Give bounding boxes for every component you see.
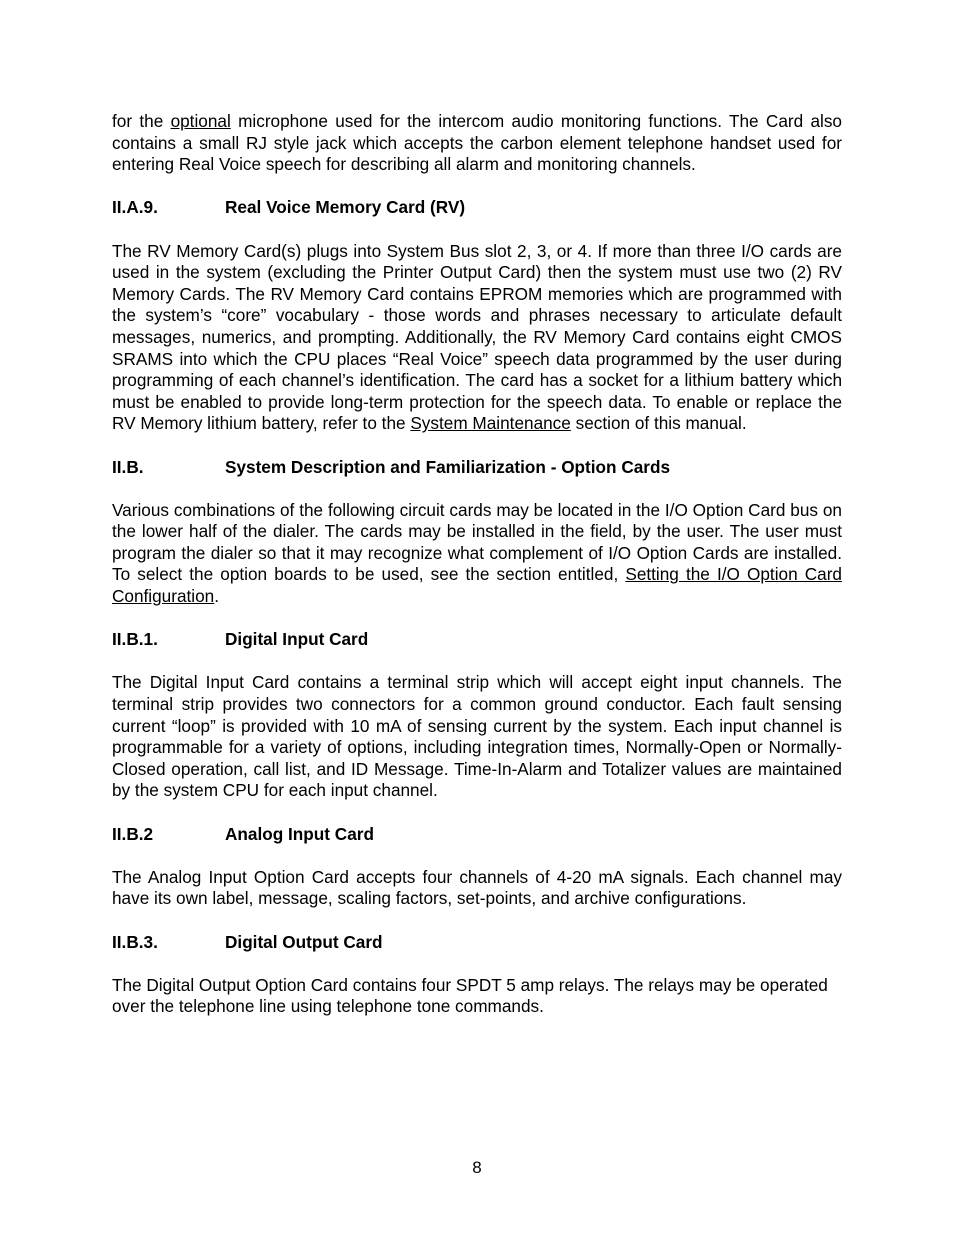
section-title: Digital Input Card (225, 629, 369, 650)
section-heading-digital-input (112, 629, 842, 651)
section-number: II.B. (112, 456, 144, 477)
rv-text-before: The RV Memory Card(s) plugs into System Bus slot 2, 3, or 4. If more than three I/O cards are used in the system (excluding the Printer Output Card) then the system must use two (2) RV Memory Cards. The RV Memory Card contains EPROM memories which are programmed with the system’s “core” vocabulary - those words and phrases necessary to articulate default messages, numerics, and prompting. Additionally, the RV Memory Card contains eight CMOS SRAMS into which the CPU places “Real Voice” speech data programmed by the user during programming of each channel’s identification. The card has a socket for a lithium battery which must be enabled to provide long-term protection for the speech data. To enable or replace the RV Memory lithium battery, refer to the (112, 240, 842, 434)
section-heading-analog-input (112, 824, 842, 846)
document-page (112, 111, 842, 1040)
section-number: II.B.1. (112, 629, 158, 650)
optional-underlined-text: optional (170, 111, 231, 131)
intro-text-before: for the (112, 111, 171, 131)
page-number: 8 (472, 1158, 482, 1177)
io-option-card-configuration-reference: Setting the I/O Option Card Configuration (112, 564, 842, 607)
analog-input-paragraph: The Analog Input Option Card accepts four channels of 4-20 mA signals. Each channel may have its own label, message, scaling factors, set-points, and archive configurations. (112, 866, 842, 909)
section-heading-rv (112, 197, 842, 219)
system-maintenance-reference: System Maintenance (410, 413, 571, 434)
rv-paragraph (112, 241, 842, 435)
section-heading-digital-output (112, 932, 842, 954)
rv-text-after: section of this manual. (570, 413, 747, 434)
section-number: II.B.3. (112, 931, 158, 952)
digital-input-paragraph: The Digital Input Card contains a terminal strip which will accept eight input channels. The terminal strip provides two connectors for a common ground conductor. Each fault sensing current “loop” is provided with 10 mA of sensing current by the system. Each input channel is programmable for a variety of options, including integration times, Normally-Open or Normally-Closed operation, call list, and ID Message. Time-In-Alarm and Totalizer values are maintained by the system CPU for each input channel. (112, 672, 842, 801)
digital-output-paragraph: The Digital Output Option Card contains four SPDT 5 amp relays. The relays may be operated over the telephone line using telephone tone commands. (112, 974, 828, 1017)
option-cards-text-after: . (214, 586, 220, 607)
section-title: Digital Output Card (225, 931, 383, 952)
section-title: Analog Input Card (225, 823, 374, 844)
section-number: II.A.9. (112, 197, 158, 218)
section-heading-option-cards (112, 457, 842, 479)
option-cards-paragraph (112, 500, 842, 608)
section-title: System Description and Familiarization - Option Cards (225, 456, 671, 477)
section-number: II.B.2 (112, 823, 154, 844)
section-title: Real Voice Memory Card (RV) (225, 197, 466, 218)
intro-text-after: microphone used for the intercom audio monitoring functions. The Card also contains a small RJ style jack which accepts the carbon element telephone handset used for entering Real Voice speech for describing all alarm and monitoring channels. (112, 111, 842, 175)
intro-paragraph (112, 111, 842, 176)
option-cards-text-before: Various combinations of the following circuit cards may be located in the I/O Option Card bus on the lower half of the dialer. The cards may be installed in the field, by the user. The user must program the dialer so that it may recognize what complement of I/O Option Cards are installed. To select the option boards to be used, see the section entitled, (112, 499, 842, 585)
